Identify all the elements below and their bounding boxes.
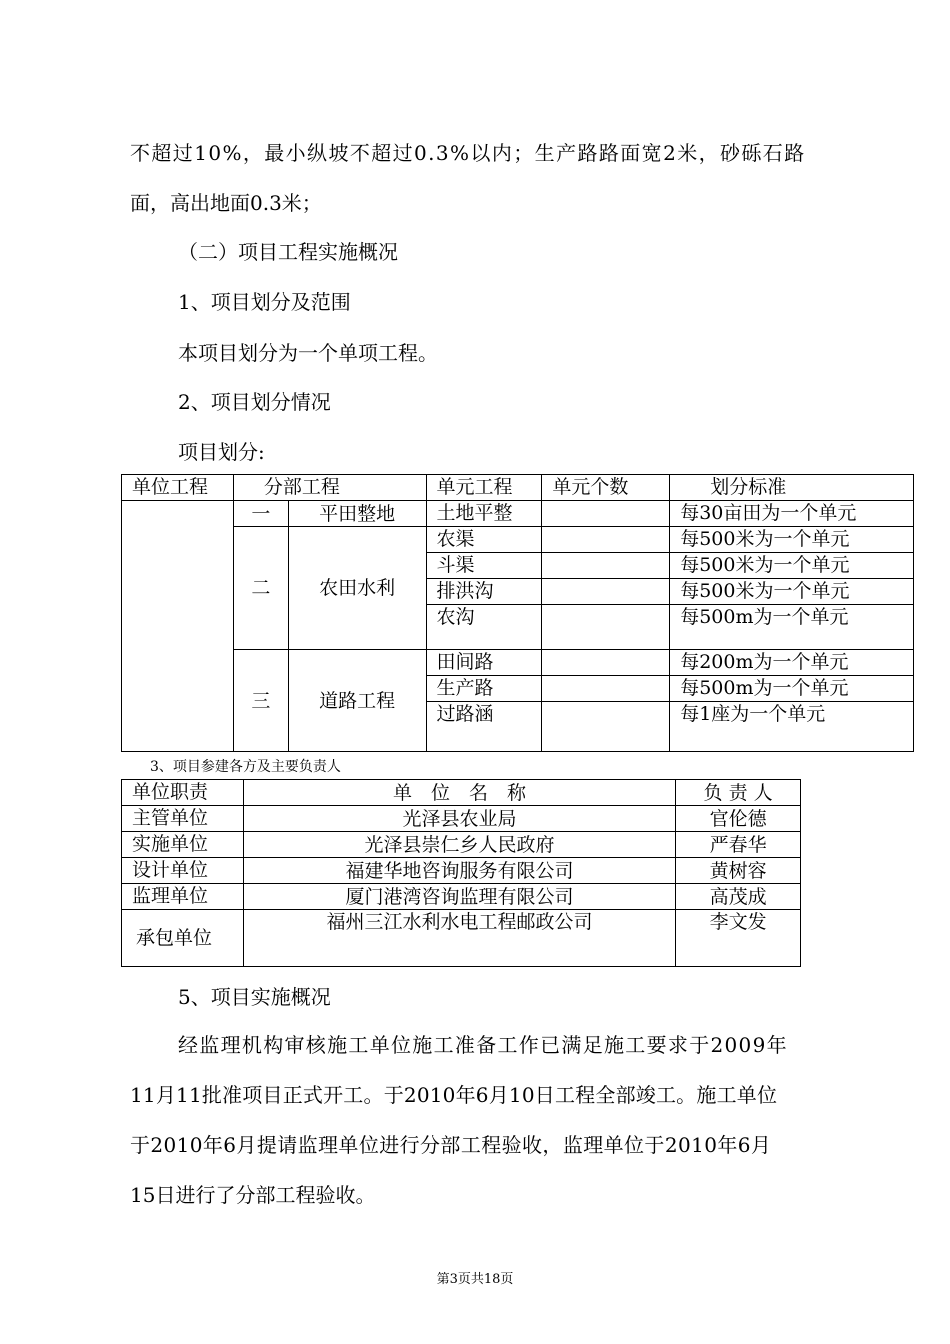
item-label: 项目划分: — [178, 440, 265, 464]
header-cell: 单位职责 — [122, 780, 244, 806]
role-cell: 监理单位 — [122, 884, 244, 910]
person-cell: 李文发 — [676, 910, 801, 967]
unit-cell: 斗渠 — [426, 553, 542, 579]
header-cell: 单元个数 — [542, 475, 670, 501]
paragraph-line: 15日进行了分部工程验收。 — [130, 1183, 376, 1207]
header-cell: 单位工程 — [122, 475, 234, 501]
division-table — [121, 474, 914, 752]
item-title: 2、项目划分情况 — [178, 390, 331, 414]
group-name: 平田整地 — [288, 501, 426, 527]
count-cell — [542, 605, 670, 650]
party-table — [121, 779, 801, 967]
item-title: 3、项目参建各方及主要负责人 — [150, 759, 341, 775]
standard-cell: 每500m为一个单元 — [670, 605, 914, 650]
paragraph-line: 于2010年6月提请监理单位进行分部工程验收，监理单位于2010年6月 — [130, 1133, 772, 1157]
paragraph-line: 11月11批准项目正式开工。于2010年6月10日工程全部竣工。施工单位 — [130, 1083, 778, 1107]
count-cell — [542, 702, 670, 752]
paragraph-line: 不超过10%，最小纵坡不超过0.3%以内；生产路路面宽2米，砂砾石路 — [130, 141, 806, 165]
org-name-cell: 福州三江水利水电工程邮政公司 — [243, 910, 675, 967]
person-cell: 官伦德 — [676, 806, 801, 832]
header-cell: 单 位 名 称 — [243, 780, 675, 806]
count-cell — [542, 553, 670, 579]
paragraph-line: 面，高出地面0.3米； — [130, 191, 322, 215]
page-number: 第3页共18页 — [436, 1272, 514, 1287]
org-name-cell: 厦门港湾咨询监理有限公司 — [243, 884, 675, 910]
header-cell: 负 责 人 — [676, 780, 801, 806]
org-name-cell: 光泽县崇仁乡人民政府 — [243, 832, 675, 858]
standard-cell: 每30亩田为一个单元 — [670, 501, 914, 527]
group-number: 一 — [233, 501, 288, 527]
paragraph-line: 经监理机构审核施工单位施工准备工作已满足施工要求于2009年 — [178, 1033, 788, 1057]
role-cell: 设计单位 — [122, 858, 244, 884]
unit-project-cell — [122, 501, 234, 752]
role-cell: 主管单位 — [122, 806, 244, 832]
unit-cell: 农渠 — [426, 527, 542, 553]
header-cell: 划分标准 — [670, 475, 914, 501]
count-cell — [542, 676, 670, 702]
group-name: 道路工程 — [288, 650, 426, 752]
standard-cell: 每500m为一个单元 — [670, 676, 914, 702]
count-cell — [542, 527, 670, 553]
role-cell: 实施单位 — [122, 832, 244, 858]
person-cell: 黄树容 — [676, 858, 801, 884]
unit-cell: 过路涵 — [426, 702, 542, 752]
unit-cell: 排洪沟 — [426, 579, 542, 605]
group-number: 二 — [233, 527, 288, 650]
group-name: 农田水利 — [288, 527, 426, 650]
org-name-cell: 光泽县农业局 — [243, 806, 675, 832]
unit-cell: 生产路 — [426, 676, 542, 702]
unit-cell: 土地平整 — [426, 501, 542, 527]
standard-cell: 每500米为一个单元 — [670, 553, 914, 579]
unit-cell: 农沟 — [426, 605, 542, 650]
item-title: 1、项目划分及范围 — [178, 290, 351, 314]
group-number: 三 — [233, 650, 288, 752]
person-cell: 严春华 — [676, 832, 801, 858]
item-title: 5、项目实施概况 — [178, 985, 331, 1009]
header-cell: 单元工程 — [426, 475, 542, 501]
unit-cell: 田间路 — [426, 650, 542, 676]
section-title: （二）项目工程实施概况 — [178, 240, 398, 264]
standard-cell: 每200m为一个单元 — [670, 650, 914, 676]
standard-cell: 每1座为一个单元 — [670, 702, 914, 752]
count-cell — [542, 650, 670, 676]
header-cell: 分部工程 — [233, 475, 426, 501]
standard-cell: 每500米为一个单元 — [670, 527, 914, 553]
standard-cell: 每500米为一个单元 — [670, 579, 914, 605]
person-cell: 高茂成 — [676, 884, 801, 910]
count-cell — [542, 579, 670, 605]
paragraph-line: 本项目划分为一个单项工程。 — [178, 341, 438, 365]
count-cell — [542, 501, 670, 527]
org-name-cell: 福建华地咨询服务有限公司 — [243, 858, 675, 884]
role-cell: 承包单位 — [122, 910, 244, 967]
